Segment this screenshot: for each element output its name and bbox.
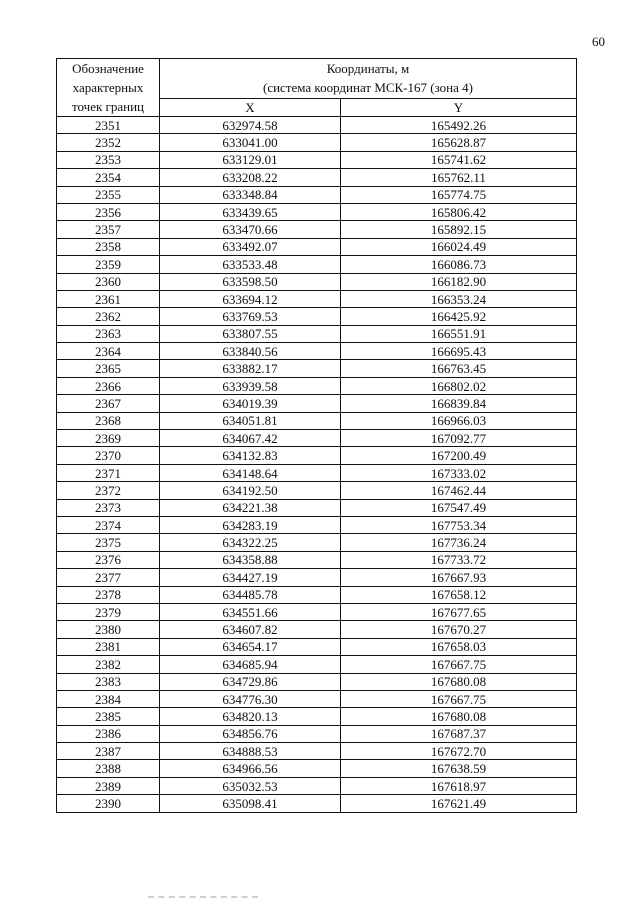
table-row (57, 273, 577, 290)
y-coordinate-cell: 167670.27 (341, 621, 577, 638)
footer-scan-mark (148, 896, 258, 902)
y-coordinate-cell: 165741.62 (341, 151, 577, 168)
point-number-cell: 2364 (57, 343, 160, 360)
point-number-cell: 2384 (57, 690, 160, 707)
y-coordinate-cell: 167672.70 (341, 743, 577, 760)
table-row (57, 690, 577, 707)
y-coordinate-cell: 165892.15 (341, 221, 577, 238)
x-coordinate-cell: 633492.07 (160, 238, 341, 255)
y-coordinate-cell: 166086.73 (341, 256, 577, 273)
point-header-line-3: точек границ (71, 99, 145, 114)
y-coordinate-cell: 166966.03 (341, 412, 577, 429)
table-row (57, 638, 577, 655)
y-coordinate-cell: 167333.02 (341, 464, 577, 481)
table-row (57, 186, 577, 203)
y-coordinate-cell: 166551.91 (341, 325, 577, 342)
y-column-header: Y (341, 99, 577, 117)
table-row (57, 795, 577, 812)
x-coordinate-cell: 633807.55 (160, 325, 341, 342)
y-coordinate-cell: 166802.02 (341, 377, 577, 394)
point-number-cell: 2365 (57, 360, 160, 377)
point-number-cell: 2353 (57, 151, 160, 168)
point-designation-header (57, 59, 160, 117)
point-number-cell: 2366 (57, 377, 160, 394)
point-number-cell: 2357 (57, 221, 160, 238)
y-coordinate-cell: 167638.59 (341, 760, 577, 777)
point-number-cell: 2380 (57, 621, 160, 638)
y-coordinate-cell: 167733.72 (341, 551, 577, 568)
coordinates-title: Координаты, м (326, 61, 410, 76)
table-row (57, 586, 577, 603)
point-number-cell: 2386 (57, 725, 160, 742)
y-coordinate-cell: 167667.93 (341, 569, 577, 586)
y-coordinate-cell: 165762.11 (341, 169, 577, 186)
y-coordinate-cell: 165774.75 (341, 186, 577, 203)
y-coordinate-cell: 166353.24 (341, 290, 577, 307)
table-row (57, 151, 577, 168)
x-coordinate-cell: 632974.58 (160, 117, 341, 134)
x-coordinate-cell: 633598.50 (160, 273, 341, 290)
x-coordinate-cell: 634607.82 (160, 621, 341, 638)
table-row (57, 534, 577, 551)
x-coordinate-cell: 634776.30 (160, 690, 341, 707)
table-row (57, 308, 577, 325)
x-coordinate-cell: 634729.86 (160, 673, 341, 690)
table-row (57, 256, 577, 273)
x-coordinate-cell: 633882.17 (160, 360, 341, 377)
y-coordinate-cell: 166024.49 (341, 238, 577, 255)
y-coordinate-cell: 165492.26 (341, 117, 577, 134)
table-row (57, 117, 577, 134)
x-coordinate-cell: 633769.53 (160, 308, 341, 325)
x-coordinate-cell: 633533.48 (160, 256, 341, 273)
x-coordinate-cell: 633208.22 (160, 169, 341, 186)
table-row (57, 238, 577, 255)
table-row (57, 725, 577, 742)
point-number-cell: 2372 (57, 482, 160, 499)
point-number-cell: 2355 (57, 186, 160, 203)
point-number-cell: 2379 (57, 603, 160, 620)
point-header-line-1: Обозначение (72, 61, 144, 76)
y-coordinate-cell: 166425.92 (341, 308, 577, 325)
table-row (57, 760, 577, 777)
y-coordinate-cell: 167680.08 (341, 708, 577, 725)
y-coordinate-cell: 166839.84 (341, 395, 577, 412)
y-coordinate-cell: 167658.12 (341, 586, 577, 603)
point-number-cell: 2374 (57, 516, 160, 533)
x-coordinate-cell: 634966.56 (160, 760, 341, 777)
y-coordinate-cell: 166182.90 (341, 273, 577, 290)
point-number-cell: 2370 (57, 447, 160, 464)
y-coordinate-cell: 167618.97 (341, 777, 577, 794)
page-number: 60 (592, 34, 605, 49)
x-coordinate-cell: 634427.19 (160, 569, 341, 586)
x-coordinate-cell: 634283.19 (160, 516, 341, 533)
point-number-cell: 2351 (57, 117, 160, 134)
y-coordinate-cell: 167200.49 (341, 447, 577, 464)
table-row (57, 377, 577, 394)
x-coordinate-cell: 634192.50 (160, 482, 341, 499)
point-header-line-2: характерных (72, 80, 144, 95)
y-coordinate-cell: 167658.03 (341, 638, 577, 655)
point-number-cell: 2359 (57, 256, 160, 273)
point-number-cell: 2373 (57, 499, 160, 516)
table-row (57, 569, 577, 586)
point-number-cell: 2369 (57, 430, 160, 447)
point-number-cell: 2352 (57, 134, 160, 151)
point-number-cell: 2390 (57, 795, 160, 812)
y-coordinate-cell: 167667.75 (341, 656, 577, 673)
point-number-cell: 2361 (57, 290, 160, 307)
x-coordinate-cell: 634322.25 (160, 534, 341, 551)
point-number-cell: 2362 (57, 308, 160, 325)
x-coordinate-cell: 634358.88 (160, 551, 341, 568)
x-coordinate-cell: 635032.53 (160, 777, 341, 794)
x-coordinate-cell: 634485.78 (160, 586, 341, 603)
table-row (57, 482, 577, 499)
y-coordinate-cell: 166695.43 (341, 343, 577, 360)
table-row (57, 395, 577, 412)
point-number-cell: 2367 (57, 395, 160, 412)
x-coordinate-cell: 633348.84 (160, 186, 341, 203)
point-number-cell: 2358 (57, 238, 160, 255)
point-number-cell: 2383 (57, 673, 160, 690)
y-coordinate-cell: 166763.45 (341, 360, 577, 377)
table-row (57, 516, 577, 533)
y-coordinate-cell: 167687.37 (341, 725, 577, 742)
table-body (57, 117, 577, 813)
x-coordinate-cell: 634067.42 (160, 430, 341, 447)
x-coordinate-cell: 635098.41 (160, 795, 341, 812)
point-number-cell: 2382 (57, 656, 160, 673)
y-coordinate-cell: 165806.42 (341, 203, 577, 220)
y-coordinate-cell: 167736.24 (341, 534, 577, 551)
x-coordinate-cell: 634551.66 (160, 603, 341, 620)
table-row (57, 777, 577, 794)
y-coordinate-cell: 167092.77 (341, 430, 577, 447)
point-number-cell: 2378 (57, 586, 160, 603)
coordinate-system-label: (система координат МСК-167 (зона 4) (263, 80, 473, 95)
table-row (57, 656, 577, 673)
x-coordinate-cell: 633041.00 (160, 134, 341, 151)
table-row (57, 447, 577, 464)
point-number-cell: 2376 (57, 551, 160, 568)
x-coordinate-cell: 633694.12 (160, 290, 341, 307)
y-coordinate-cell: 167680.08 (341, 673, 577, 690)
table-row (57, 221, 577, 238)
x-coordinate-cell: 634148.64 (160, 464, 341, 481)
table-row (57, 290, 577, 307)
point-number-cell: 2389 (57, 777, 160, 794)
y-coordinate-cell: 167677.65 (341, 603, 577, 620)
x-column-header: X (160, 99, 341, 117)
table-row (57, 360, 577, 377)
point-number-cell: 2388 (57, 760, 160, 777)
y-coordinate-cell: 165628.87 (341, 134, 577, 151)
y-coordinate-cell: 167621.49 (341, 795, 577, 812)
table-header (57, 59, 577, 117)
x-coordinate-cell: 633470.66 (160, 221, 341, 238)
table-row (57, 708, 577, 725)
y-coordinate-cell: 167462.44 (341, 482, 577, 499)
y-coordinate-cell: 167547.49 (341, 499, 577, 516)
x-coordinate-cell: 634888.53 (160, 743, 341, 760)
y-coordinate-cell: 167667.75 (341, 690, 577, 707)
table-row (57, 621, 577, 638)
x-coordinate-cell: 634654.17 (160, 638, 341, 655)
x-coordinate-cell: 634820.13 (160, 708, 341, 725)
table-row (57, 430, 577, 447)
point-number-cell: 2371 (57, 464, 160, 481)
table-row (57, 743, 577, 760)
point-number-cell: 2360 (57, 273, 160, 290)
point-number-cell: 2385 (57, 708, 160, 725)
x-coordinate-cell: 633939.58 (160, 377, 341, 394)
table-row (57, 499, 577, 516)
point-number-cell: 2368 (57, 412, 160, 429)
x-coordinate-cell: 634132.83 (160, 447, 341, 464)
x-coordinate-cell: 633439.65 (160, 203, 341, 220)
table-row (57, 343, 577, 360)
table-row (57, 134, 577, 151)
x-coordinate-cell: 633129.01 (160, 151, 341, 168)
table-row (57, 325, 577, 342)
y-coordinate-cell: 167753.34 (341, 516, 577, 533)
point-number-cell: 2377 (57, 569, 160, 586)
point-number-cell: 2381 (57, 638, 160, 655)
coordinates-header (160, 59, 577, 99)
table-row (57, 169, 577, 186)
table-row (57, 464, 577, 481)
point-number-cell: 2363 (57, 325, 160, 342)
x-coordinate-cell: 634221.38 (160, 499, 341, 516)
table-row (57, 203, 577, 220)
x-coordinate-cell: 634685.94 (160, 656, 341, 673)
table-row (57, 603, 577, 620)
point-number-cell: 2356 (57, 203, 160, 220)
table-row (57, 673, 577, 690)
boundary-coordinates-table (56, 58, 577, 813)
point-number-cell: 2387 (57, 743, 160, 760)
point-number-cell: 2375 (57, 534, 160, 551)
table-row (57, 412, 577, 429)
x-coordinate-cell: 633840.56 (160, 343, 341, 360)
x-coordinate-cell: 634051.81 (160, 412, 341, 429)
x-coordinate-cell: 634856.76 (160, 725, 341, 742)
point-number-cell: 2354 (57, 169, 160, 186)
table-row (57, 551, 577, 568)
x-coordinate-cell: 634019.39 (160, 395, 341, 412)
